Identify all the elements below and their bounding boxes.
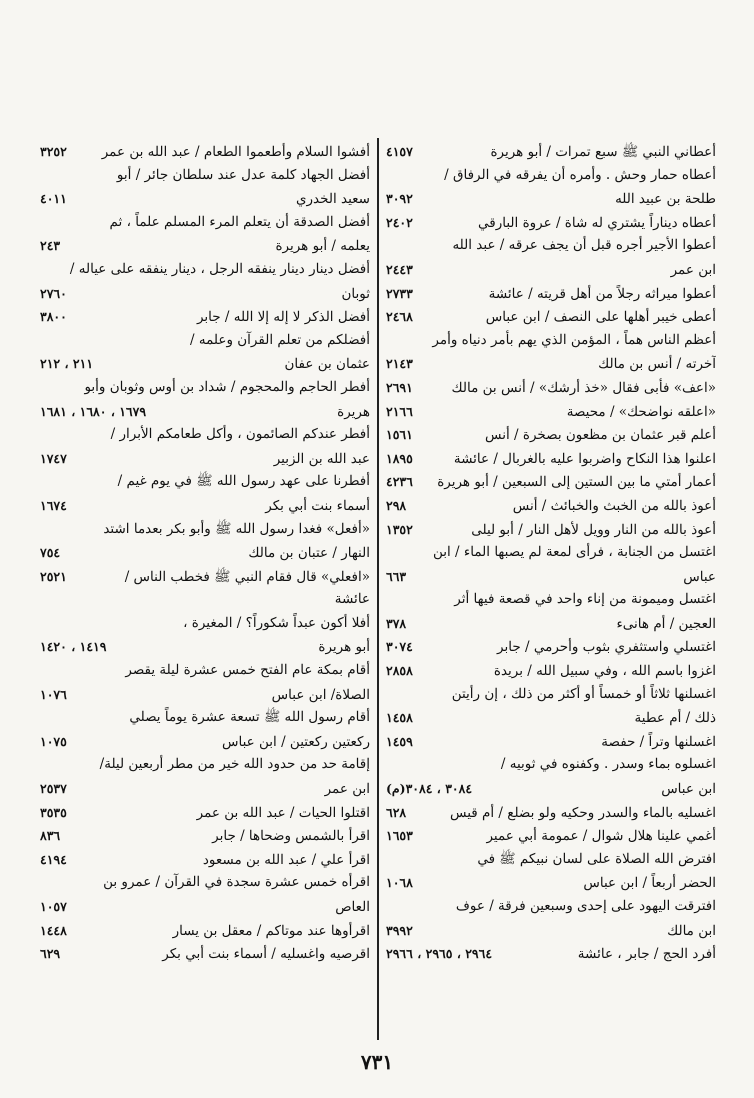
entry-text: ابن عمر — [324, 781, 370, 798]
entry-text: أعوذ بالله من النار وويل لأهل النار / أبو ليلى — [471, 521, 716, 538]
hadith-number: ٤٠١١ — [40, 191, 67, 207]
index-entry-line — [386, 706, 716, 730]
hadith-number: ٢٤٣ — [40, 238, 61, 254]
index-entry-line — [386, 777, 716, 801]
entry-text: عثمان بن عفان — [284, 356, 370, 373]
column-divider — [377, 138, 379, 1040]
entry-text: أعطاني النبي ﷺ سبع تمرات / أبو هريرة — [490, 144, 716, 160]
index-entry-line — [40, 565, 370, 589]
index-entry-line — [40, 871, 370, 895]
entry-text: عباس — [683, 568, 716, 585]
hadith-number: ٢٤٠٢ — [386, 214, 413, 230]
index-entry-line — [386, 635, 716, 659]
index-entry-line — [40, 895, 370, 919]
index-entry-line — [40, 164, 370, 188]
hadith-number: ٣٩٩٢ — [386, 922, 413, 938]
index-entry-line — [40, 919, 370, 943]
entry-text: هريرة — [337, 403, 370, 420]
entry-text: أعطى خيبر أهلها على النصف / ابن عباس — [485, 309, 716, 326]
index-entry-line — [386, 824, 716, 848]
left-index-column — [40, 140, 370, 966]
hadith-number: ١٣٥٢ — [386, 521, 413, 537]
index-entry-line — [386, 400, 716, 424]
index-entry-line — [40, 706, 370, 730]
entry-text: أفضل الذكر لا إله إلا الله / جابر — [196, 309, 370, 326]
index-entry-line — [386, 352, 716, 376]
entry-text: أعمار أمتي ما بين الستين إلى السبعين / أبو هريرة — [437, 474, 716, 491]
hadith-number: ٣٨٠٠ — [40, 309, 67, 325]
index-entry-line — [386, 329, 716, 353]
index-entry-line — [386, 612, 716, 636]
index-entry-line — [386, 305, 716, 329]
entry-text: أفطر الحاجم والمحجوم / شداد بن أوس وثوبان وأبو — [84, 378, 370, 395]
entry-text: ابن عمر — [670, 261, 716, 278]
index-entry-line — [40, 282, 370, 306]
page-number: ٧٣١ — [360, 1050, 394, 1074]
hadith-number: ١٠٦٨ — [386, 875, 413, 891]
entry-text: أعطوا الأجير أجره قبل أن يجف عرقه / عبد الله — [452, 237, 716, 254]
hadith-number: ١٠٥٧ — [40, 899, 67, 914]
hadith-number: ٢١٦٦ — [386, 403, 413, 419]
index-entry-line — [40, 518, 370, 542]
hadith-number: ٣٠٩٢ — [386, 191, 413, 207]
hadith-number: ٣٢٥٢ — [40, 144, 67, 159]
hadith-number: ٤١٥٧ — [386, 144, 413, 159]
entry-text: أفضل الصدقة أن يتعلم المرء المسلم علماً ، ثم — [109, 213, 370, 230]
entry-text: الحضر أربعاً / ابن عباس — [583, 875, 716, 892]
entry-text: عبد الله بن الزبير — [273, 450, 370, 467]
hadith-number: ٢٥٣٧ — [40, 781, 67, 797]
hadith-number: ٢١١ ، ٢١٢ — [40, 356, 94, 372]
index-entry-line — [386, 423, 716, 447]
hadith-number: ٤٢٣٦ — [386, 474, 413, 490]
index-entry-line — [40, 801, 370, 825]
hadith-number: ١٦٥٣ — [386, 828, 413, 844]
hadith-number: ١٥٦١ — [386, 427, 413, 443]
index-entry-line — [386, 588, 716, 612]
entry-text: أعوذ بالله من الخبث والخبائث / أنس — [512, 497, 716, 514]
entry-text: آخرته / أنس بن مالك — [598, 356, 716, 373]
index-entry-line — [40, 942, 370, 966]
entry-text: اقرأ بالشمس وضحاها / جابر — [212, 828, 370, 845]
index-entry-line — [40, 447, 370, 471]
index-entry-line — [386, 801, 716, 825]
entry-text: اقرأوها عند موتاكم / معقل بن يسار — [172, 922, 370, 939]
entry-text: ابن مالك — [667, 922, 716, 939]
index-entry-line — [40, 470, 370, 494]
index-entry-line — [40, 635, 370, 659]
hadith-number: ٧٥٤ — [40, 545, 61, 561]
index-entry-line — [386, 518, 716, 542]
hadith-number: ٢٥٢١ — [40, 568, 67, 584]
hadith-number: ٢٧٦٠ — [40, 285, 67, 301]
entry-text: افترض الله الصلاة على لسان نبيكم ﷺ في — [477, 850, 716, 867]
index-entry-line — [386, 848, 716, 872]
hadith-number: ٢٦٩١ — [386, 379, 413, 395]
right-index-column — [386, 140, 716, 966]
hadith-number: ١٠٧٦ — [40, 686, 67, 702]
index-entry-line — [386, 258, 716, 282]
entry-text: العجين / أم هانىء — [616, 615, 716, 632]
index-entry-line — [386, 565, 716, 589]
entry-text: أعظم الناس هماً ، المؤمن الذي يهم بأمر دنياه وأمر — [432, 331, 716, 348]
entry-text: اقرأه خمس عشرة سجدة في القرآن / عمرو بن — [103, 874, 370, 891]
hadith-number: ٢٧٣٣ — [386, 285, 413, 301]
entry-text: أفضل دينار دينار ينفقه الرجل ، دينار ينفقه على عياله / — [69, 260, 370, 277]
index-entry-line — [386, 942, 716, 966]
entry-text: أفرد الحج / جابر ، عائشة — [577, 946, 716, 963]
hadith-number: ١٧٤٧ — [40, 450, 67, 466]
entry-text: اعلنوا هذا النكاح واضربوا عليه بالغربال / عائشة — [453, 450, 716, 467]
entry-text: إقامة حد من حدود الله خير من مطر أربعين ليلة/ — [99, 756, 370, 773]
index-entry-line — [40, 848, 370, 872]
index-entry-line — [40, 376, 370, 400]
hadith-number: ٦٦٣ — [386, 568, 407, 584]
entry-text: ذلك / أم عطية — [634, 710, 716, 727]
entry-text: اغسليه بالماء والسدر وحكيه ولو بضلع / أم قيس — [450, 804, 716, 821]
index-entry-line — [386, 895, 716, 919]
hadith-number: ٣٠٧٤ — [386, 639, 413, 655]
index-entry-line — [40, 234, 370, 258]
index-entry-line — [40, 683, 370, 707]
index-entry-line — [40, 753, 370, 777]
entry-text: أسماء بنت أبي بكر — [265, 497, 370, 514]
hadith-number: ١٤٥٨ — [386, 710, 413, 726]
index-entry-line — [40, 730, 370, 754]
entry-text: اقرأ علي / عبد الله بن مسعود — [202, 851, 370, 868]
hadith-number: ١٦٧٤ — [40, 497, 67, 513]
entry-text: عائشة — [334, 591, 370, 608]
entry-text: «اعلقه نواضحك» / محيصة — [566, 403, 716, 420]
index-entry-line — [40, 541, 370, 565]
index-entry-line — [386, 683, 716, 707]
entry-text: أبو هريرة — [318, 639, 370, 656]
hadith-number: ٢٩٦٤ ، ٢٩٦٥ ، ٢٩٦٦ — [386, 946, 493, 962]
index-entry-line — [40, 423, 370, 447]
entry-text: اغسلوه بماء وسدر . وكفنوه في ثوبيه / — [500, 756, 716, 773]
index-entry-line — [386, 140, 716, 164]
entry-text: أفلا أكون عبداً شكوراً؟ / المغيرة ، — [183, 614, 370, 631]
hadith-number: ٦٢٨ — [386, 804, 407, 820]
index-entry-line — [40, 211, 370, 235]
entry-text: ثوبان — [341, 285, 370, 302]
index-entry-line — [40, 305, 370, 329]
entry-text: اقرصيه واغسليه / أسماء بنت أبي بكر — [162, 946, 370, 963]
entry-text: أقام رسول الله ﷺ تسعة عشرة يوماً يصلي — [129, 709, 370, 726]
index-entry-line — [40, 777, 370, 801]
index-entry-line — [386, 871, 716, 895]
entry-text: افترقت اليهود على إحدى وسبعين فرقة / عوف — [455, 898, 716, 914]
entry-text: الصلاة/ ابن عباس — [271, 686, 370, 703]
entry-text: أقام بمكة عام الفتح خمس عشرة ليلة يقصر — [125, 662, 370, 679]
index-entry-line — [386, 234, 716, 258]
index-entry-line — [386, 919, 716, 943]
index-entry-line — [386, 541, 716, 565]
entry-text: النهار / عتبان بن مالك — [248, 545, 370, 562]
entry-text: اغسلنها وتراً / حفصة — [601, 733, 716, 750]
hadith-number: ٢٤٦٨ — [386, 309, 413, 325]
entry-text: ابن عباس — [661, 781, 716, 798]
entry-text: «افعلي» قال فقام النبي ﷺ فخطب الناس / — [124, 568, 370, 585]
entry-text: اغتسل من الجنابة ، فرأى لمعة لم يصبها الماء / ابن — [432, 544, 716, 561]
index-entry-line — [386, 282, 716, 306]
index-entry-line — [386, 164, 716, 188]
index-entry-line — [40, 400, 370, 424]
index-entry-line — [386, 187, 716, 211]
hadith-number: ٢٨٥٨ — [386, 663, 413, 679]
index-entry-line — [386, 730, 716, 754]
hadith-number: ٣٧٨ — [386, 615, 407, 631]
entry-text: أفضل الجهاد كلمة عدل عند سلطان جائر / أبو — [116, 166, 370, 183]
index-entry-line — [386, 753, 716, 777]
hadith-number: ١٠٧٥ — [40, 733, 67, 749]
hadith-number: ٢٩٨ — [386, 497, 407, 513]
entry-text: «أفعل» فغدا رسول الله ﷺ وأبو بكر بعدما اشتد — [103, 520, 370, 537]
index-entry-line — [40, 352, 370, 376]
index-entry-line — [40, 588, 370, 612]
index-entry-line — [40, 187, 370, 211]
entry-text: اقتلوا الحيات / عبد الله بن عمر — [196, 804, 370, 821]
entry-text: العاص — [335, 899, 370, 915]
index-entry-line — [40, 824, 370, 848]
entry-text: أعطوا ميراثه رجلاً من أهل قريته / عائشة — [488, 285, 716, 302]
entry-text: يعلمه / أبو هريرة — [275, 238, 370, 255]
hadith-number: ١٤٤٨ — [40, 922, 67, 938]
hadith-number: ٣٠٨٤ ، ٣٠٨٤(م) — [386, 781, 473, 797]
entry-text: أفشوا السلام وأطعموا الطعام / عبد الله بن عمر — [101, 144, 370, 160]
index-entry-line — [40, 329, 370, 353]
entry-text: أغمي علينا هلال شوال / عمومة أبي عمير — [486, 828, 716, 845]
entry-text: «اعف» فأبى فقال «خذ أرشك» / أنس بن مالك — [451, 379, 716, 396]
index-entry-line — [386, 376, 716, 400]
hadith-number: ٨٣٦ — [40, 828, 61, 844]
entry-text: طلحة بن عبيد الله — [615, 191, 716, 208]
entry-text: أعلم قبر عثمان بن مظعون بصخرة / أنس — [485, 427, 716, 444]
entry-text: اغزوا باسم الله ، وفي سبيل الله / بريدة — [493, 663, 716, 680]
index-entry-line — [386, 470, 716, 494]
index-entry-line — [40, 659, 370, 683]
index-entry-line — [386, 659, 716, 683]
hadith-number: ١٦٧٩ ، ١٦٨٠ ، ١٦٨١ — [40, 403, 147, 419]
index-entry-line — [40, 258, 370, 282]
entry-text: أعطاه حمار وحش . وأمره أن يفرقه في الرفاق / — [444, 166, 716, 183]
hadith-number: ٤١٩٤ — [40, 851, 67, 867]
index-entry-line — [386, 447, 716, 471]
entry-text: اغسلنها ثلاثاً أو خمساً أو أكثر من ذلك ، إن رأيتن — [451, 685, 716, 702]
index-entry-line — [386, 211, 716, 235]
hadith-number: ١٤٥٩ — [386, 733, 413, 749]
index-entry-line — [386, 494, 716, 518]
entry-text: ركعتين ركعتين / ابن عباس — [222, 733, 370, 750]
hadith-number: ١٨٩٥ — [386, 450, 413, 466]
entry-text: أعطاه ديناراً يشتري له شاة / عروة البارقي — [478, 214, 716, 231]
hadith-number: ٦٢٩ — [40, 946, 61, 962]
hadith-number: ٢٤٤٣ — [386, 261, 413, 277]
entry-text: اغتسل وميمونة من إناء واحد في قصعة فيها أثر — [454, 591, 716, 608]
index-entry-line — [40, 494, 370, 518]
hadith-number: ٢١٤٣ — [386, 356, 413, 372]
hadith-number: ٣٥٣٥ — [40, 804, 67, 820]
entry-text: أفضلكم من تعلم القرآن وعلمه / — [190, 331, 370, 348]
index-entry-line — [40, 612, 370, 636]
entry-text: سعيد الخدري — [295, 191, 370, 208]
entry-text: اغتسلي واستثفري بثوب وأحرمي / جابر — [497, 639, 716, 656]
index-entry-line — [40, 140, 370, 164]
hadith-number: ١٤١٩ ، ١٤٢٠ — [40, 639, 107, 655]
entry-text: أفطر عندكم الصائمون ، وأكل طعامكم الأبرار / — [110, 426, 370, 443]
entry-text: أفطرنا على عهد رسول الله ﷺ في يوم غيم / — [117, 473, 370, 490]
